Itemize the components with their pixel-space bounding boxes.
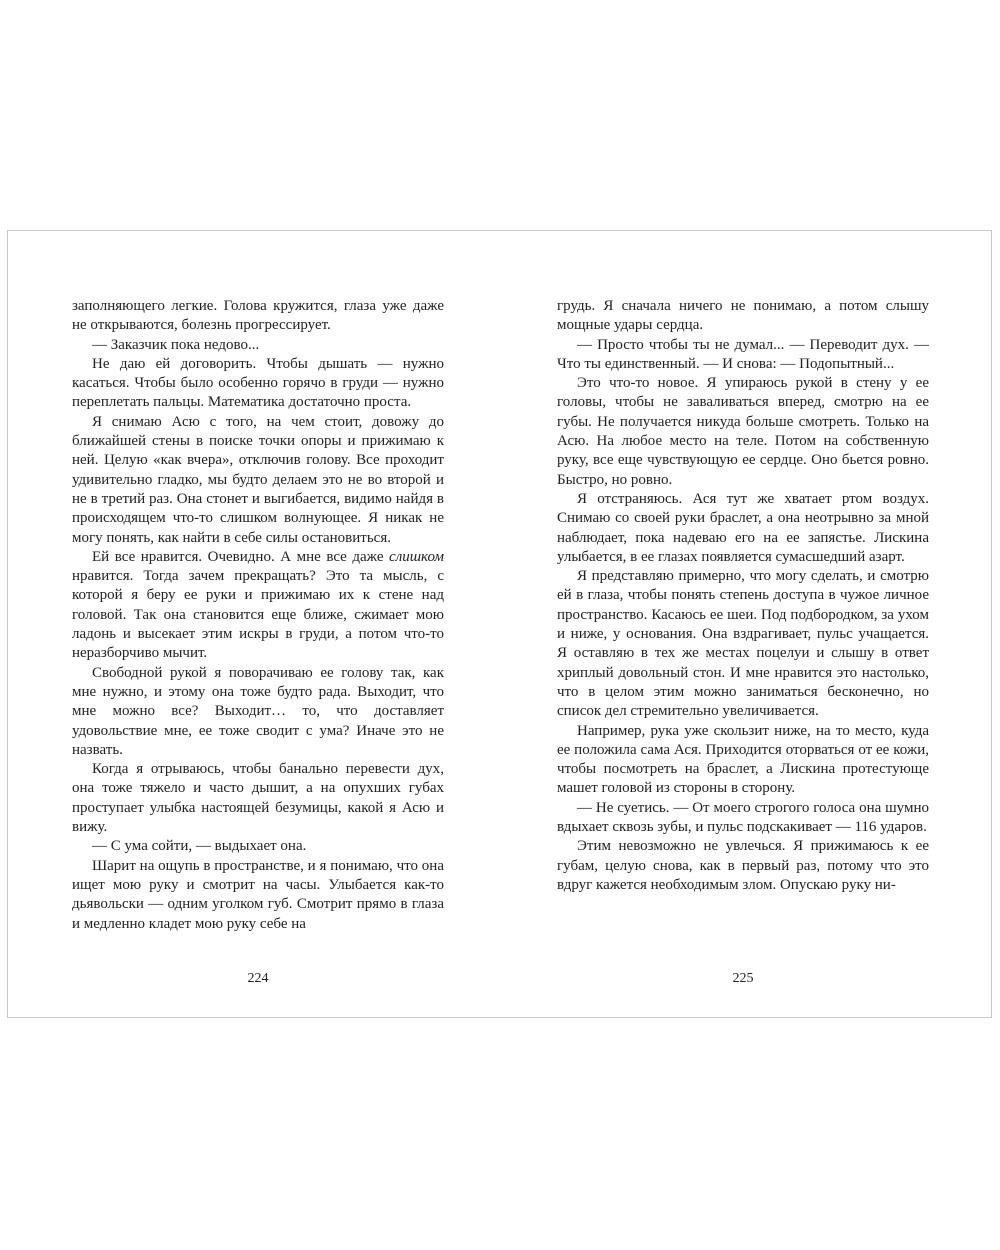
right-page-text bbox=[557, 297, 929, 895]
paragraph: Шарит на ощупь в пространстве, и я понимаю, что она ищет мою руку и смотрит на часы. Улыбается как-то дьявольски — одним уголком губ. Смотрит прямо в глаза и медленно кладет мою руку себе на bbox=[72, 857, 444, 932]
paragraph: Я представляю примерно, что могу сделать, и смотрю ей в глаза, чтобы понять степень доступа в чужое личное пространство. Касаюсь ее шеи. Под подбородком, за ухом и ниже, у основания. Она вздрагивает, пульс учащается. Я оставляю в тех же местах поцелуи и слышу в ответ хриплый довольный стон. И мне нравится это настолько, что в целом этим можно заниматься бесконечно, но список дел стремительно увеличивается. bbox=[557, 568, 929, 720]
paragraph bbox=[72, 548, 444, 664]
book-spread bbox=[7, 230, 992, 1018]
left-page-text bbox=[72, 297, 444, 934]
paragraph-text: нравится. Тогда зачем прекращать? Это та мысль, с которой я беру ее руки и прижимаю их к стене над головой. Так она становится еще ближе, сжимает мою ладонь и высекает этим искры в груди, а потом что-то неразборчиво мычит. bbox=[72, 568, 444, 662]
paragraph: Этим невозможно не увлечься. Я прижимаюсь к ее губам, целую снова, как в первый раз, потому что это вдруг кажется необходимым злом. Опускаю руку ни- bbox=[557, 838, 929, 893]
paragraph: Я снимаю Асю с того, на чем стоит, довожу до ближайшей стены в поиске точки опоры и прижимаю к ней. Целую «как вчера», отключив голову. Все проходит удивительно гладко, мы будто делаем это не во второй и не в третий раз. Она стонет и выгибается, видимо найдя в происходящем что-то слишком волнующее. Я никак не могу понять, как найти в себе силы остановиться. bbox=[72, 413, 444, 546]
paragraph: Например, рука уже скользит ниже, на то место, куда ее положила сама Ася. Приходится оторваться от ее кожи, чтобы посмотреть на браслет, а Лискина протестующе машет головой из стороны в сторону. bbox=[557, 722, 929, 797]
paragraph: Я отстраняюсь. Ася тут же хватает ртом воздух. Снимаю со своей руки браслет, а она неотрывно за мной наблюдает, пока надеваю его на ее запястье. Лискина улыбается, в ее глазах появляется сумасшедший азарт. bbox=[557, 490, 929, 565]
paragraph: — Не суетись. — От моего строгого голоса она шумно вдыхает сквозь зубы, и пульс подскакивает — 116 ударов. bbox=[557, 799, 929, 836]
paragraph: — С ума сойти, — выдыхает она. bbox=[92, 838, 307, 855]
paragraph-text: Ей все нравится. Очевидно. А мне все даже bbox=[92, 548, 390, 565]
paragraph: — Просто чтобы ты не думал... — Переводит дух. — Что ты единственный. — И снова: — Подопытный... bbox=[557, 336, 929, 372]
paragraph: Не даю ей договорить. Чтобы дышать — нужно касаться. Чтобы было особенно горячо в груди — нужно переплетать пальцы. Математика достаточно проста. bbox=[72, 355, 444, 411]
paragraph: грудь. Я сначала ничего не понимаю, а потом слышу мощные удары сердца. bbox=[557, 298, 929, 334]
paragraph: — Заказчик пока недово... bbox=[92, 336, 260, 353]
paragraph: Это что-то новое. Я упираюсь рукой в стену у ее головы, чтобы не заваливаться вперед, смотрю на ее губы. Не получается никуда больше смотреть. Только на Асю. На любое место на теле. Потом на собственную руку, все еще чувствующую ее сердце. Оно бьется ровно. Быстро, но ровно. bbox=[557, 375, 929, 488]
page-number-right: 225 bbox=[732, 971, 754, 986]
paragraph: Свободной рукой я поворачиваю ее голову так, как мне нужно, и этому она тоже будто рада. Выходит, что мне можно все? Выходит… то, что доставляет удовольствие мне, ее тоже сводит с ума? Иначе это не назвать. bbox=[72, 664, 444, 758]
page-number-left: 224 bbox=[247, 971, 269, 986]
paragraph: Когда я отрываюсь, чтобы банально перевести дух, она тоже тяжело и часто дышит, а на опухших губах проступает улыбка настоящей безумицы, какой я Асю и вижу. bbox=[72, 761, 444, 836]
paragraph: заполняющего легкие. Голова кружится, глаза уже даже не открываются, болезнь прогрессирует. bbox=[72, 298, 444, 334]
italic-word: слишком bbox=[389, 548, 444, 565]
